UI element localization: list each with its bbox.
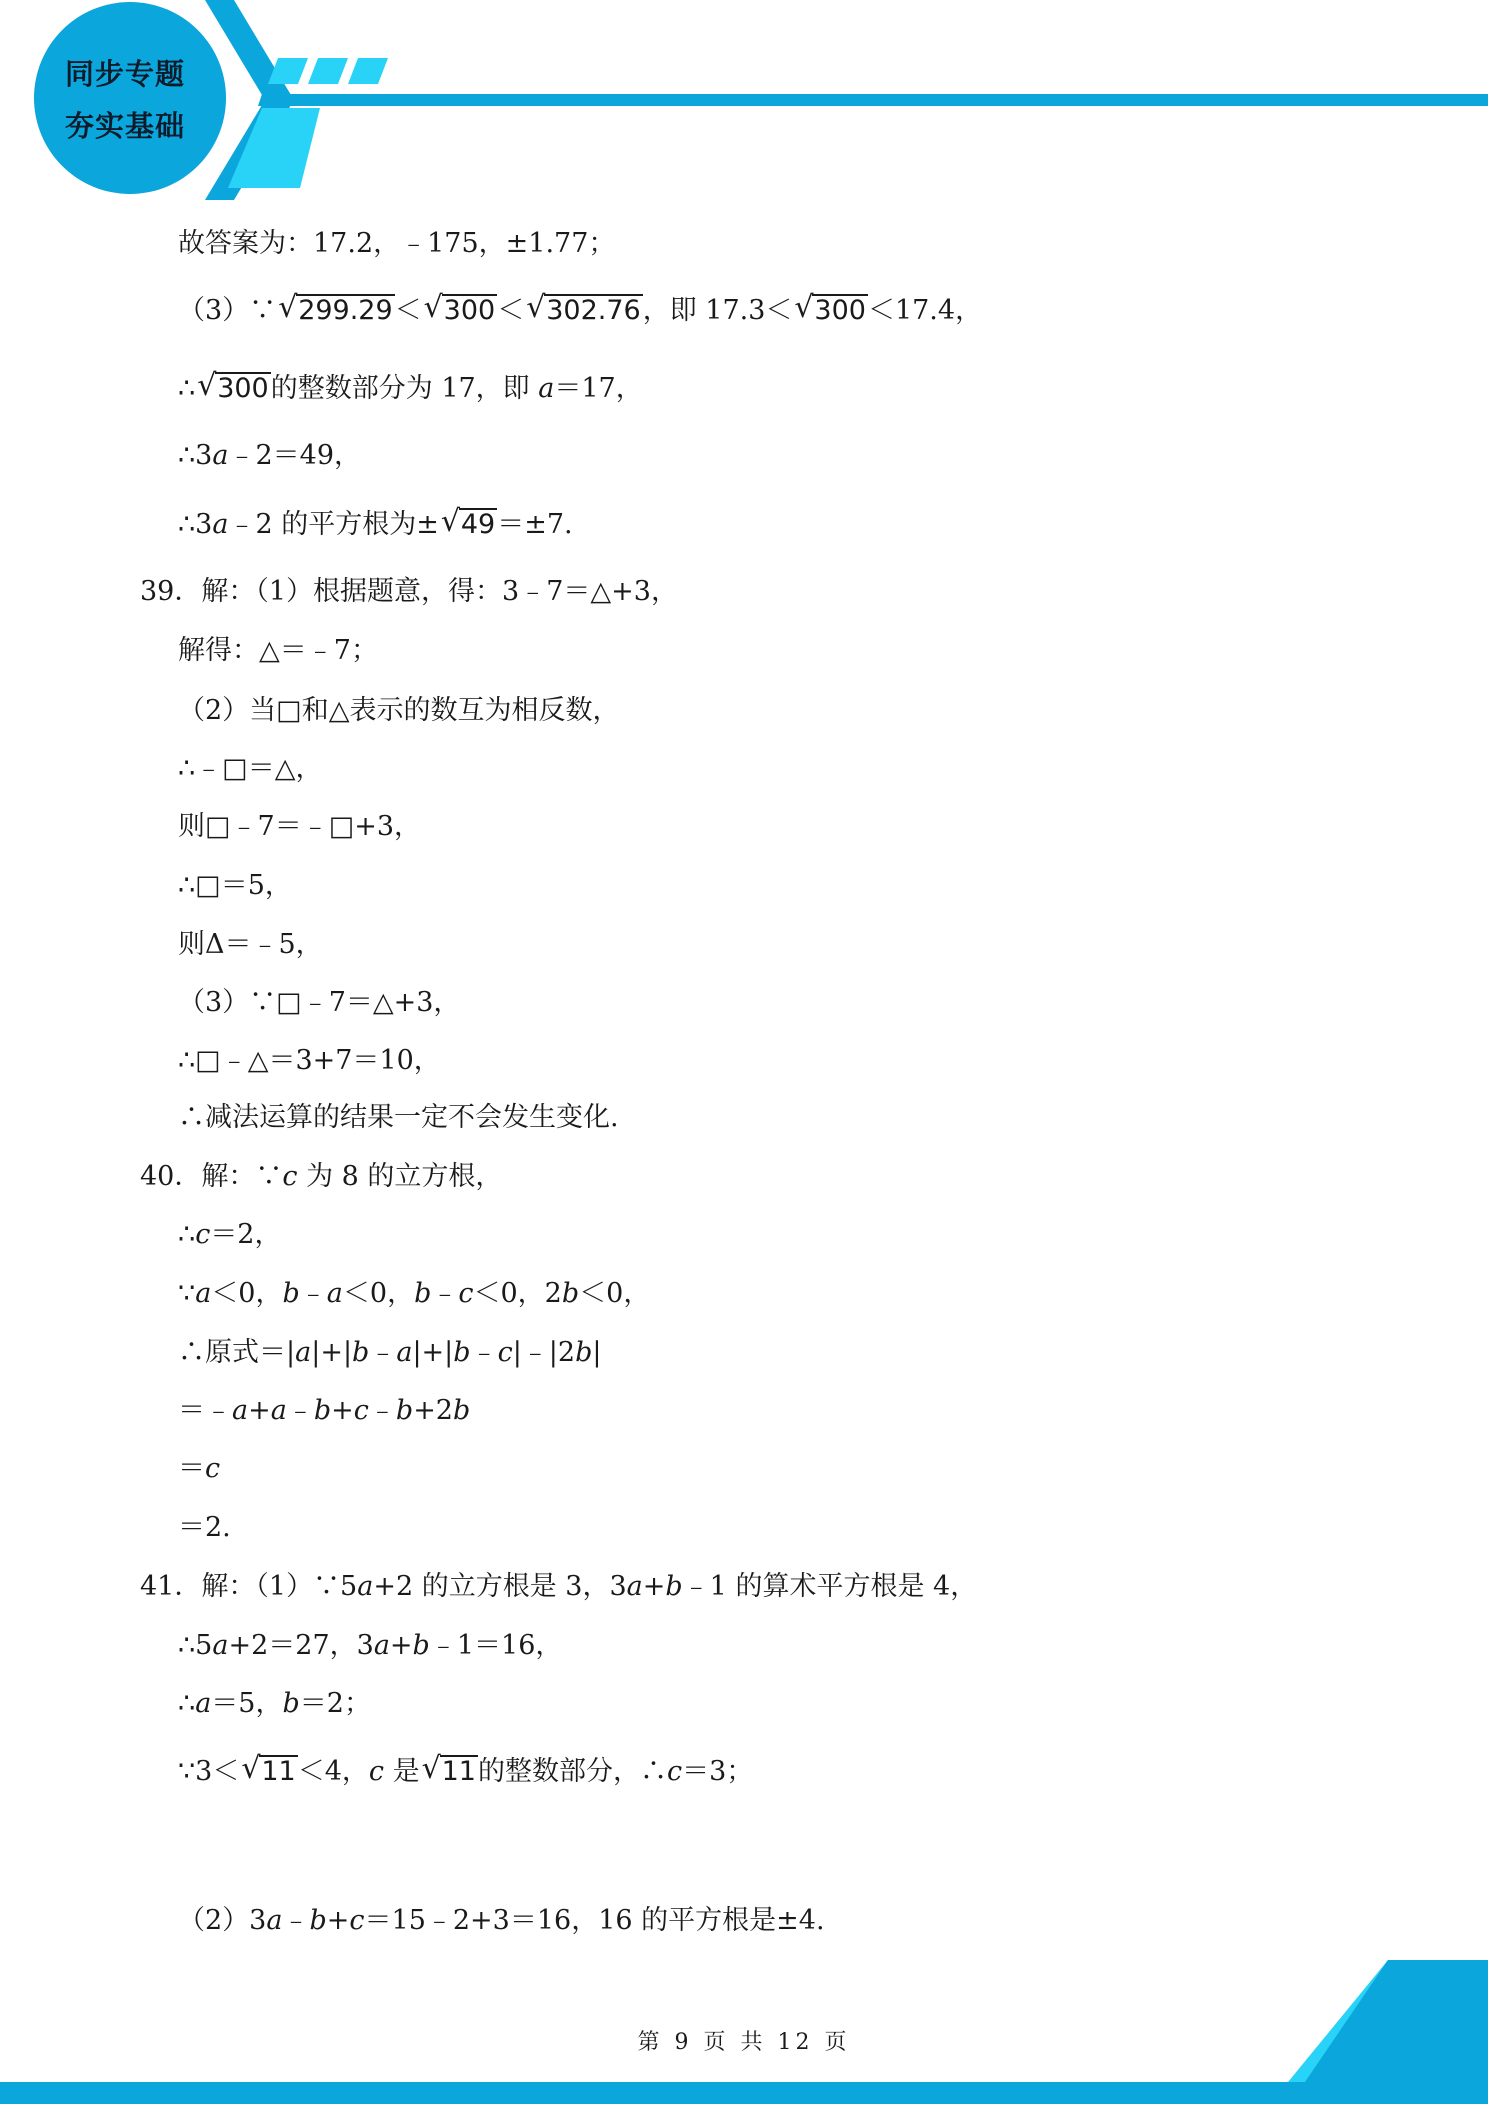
- solution-line-25: [178, 1686, 371, 1722]
- text-run: +: [642, 1571, 666, 1602]
- text-run: ∴5: [178, 1630, 213, 1661]
- text-run: +: [248, 1395, 271, 1426]
- solution-line-18: [178, 1276, 650, 1312]
- math-variable: b: [453, 1395, 471, 1426]
- square-root: √ 300: [424, 293, 498, 329]
- text-run: ∵: [178, 1278, 196, 1309]
- math-variable: a: [326, 1278, 343, 1309]
- text-run: +: [389, 1630, 413, 1661]
- math-variable: c: [497, 1337, 513, 1368]
- math-variable: a: [538, 373, 555, 404]
- text-run: +2 的立方根是 3，3: [373, 1571, 627, 1602]
- text-run: ∴原式＝|: [178, 1337, 296, 1368]
- math-variable: c: [195, 1219, 211, 1250]
- text-run: ＝15﹣2+3＝16，16 的平方根是±4.: [364, 1905, 825, 1936]
- text-run: ＝﹣: [178, 1395, 232, 1426]
- text-run: +: [331, 1395, 354, 1426]
- solution-line-20: [178, 1393, 470, 1429]
- text-run: ﹣: [368, 1395, 396, 1426]
- text-run: ﹣: [282, 1905, 310, 1936]
- text-run: ＝2，: [210, 1219, 282, 1250]
- footer-stripe: [0, 2082, 1488, 2104]
- text-run: 40．解：∵: [140, 1161, 283, 1192]
- math-variable: b: [412, 1630, 430, 1661]
- text-run: 为 8 的立方根，: [297, 1161, 503, 1192]
- square-root: √ 49: [441, 507, 497, 543]
- text-run: 是: [384, 1756, 420, 1787]
- header-badge: [34, 2, 226, 194]
- solution-line-15: ∴减法运算的结果一定不会发生变化.: [178, 1102, 619, 1133]
- solution-line-2: [178, 293, 982, 329]
- text-run: ＜4，: [297, 1756, 369, 1787]
- badge-title-line2: 夯实基础: [64, 109, 185, 143]
- text-run: ∴3: [178, 509, 213, 540]
- square-root: √ 299.29: [278, 293, 394, 329]
- text-run: ∵3＜: [178, 1756, 240, 1787]
- header-dash-2: [308, 58, 348, 84]
- math-variable: a: [212, 440, 229, 471]
- math-variable: b: [575, 1337, 593, 1368]
- math-variable: a: [195, 1278, 212, 1309]
- solution-line-7: 解得：△＝﹣7；: [178, 635, 378, 666]
- math-variable: c: [353, 1395, 369, 1426]
- text-run: ∴: [178, 1219, 196, 1250]
- math-variable: b: [561, 1278, 580, 1309]
- text-run: ＝2；: [299, 1688, 371, 1719]
- math-variable: b: [282, 1278, 300, 1309]
- solution-line-16: [140, 1159, 502, 1195]
- text-run: ＜0，2: [473, 1278, 562, 1309]
- math-variable: c: [666, 1756, 683, 1787]
- text-run: ＝17，: [554, 373, 643, 404]
- solution-line-11: ∴□＝5，: [178, 870, 292, 901]
- text-run: ﹣2 的平方根为±: [228, 509, 439, 540]
- text-run: +2＝27，3: [228, 1630, 374, 1661]
- math-variable: c: [282, 1161, 298, 1192]
- text-run: ﹣: [431, 1278, 459, 1309]
- square-root: √ 11: [422, 1754, 478, 1790]
- solution-line-13: （3）∵□﹣7＝△+3，: [178, 987, 461, 1018]
- math-variable: c: [458, 1278, 474, 1309]
- text-run: ＝5，: [211, 1688, 283, 1719]
- math-variable: b: [352, 1337, 370, 1368]
- text-run: +2: [413, 1395, 453, 1426]
- math-variable: b: [665, 1571, 683, 1602]
- math-variable: a: [212, 1630, 229, 1661]
- math-variable: c: [205, 1453, 221, 1484]
- math-variable: a: [232, 1395, 249, 1426]
- solution-line-19: [178, 1335, 601, 1371]
- header-banner: [0, 0, 1488, 200]
- solution-line-24: [178, 1628, 562, 1664]
- text-run: |+|: [311, 1337, 353, 1368]
- text-run: 41．解：（1）∵5: [140, 1571, 358, 1602]
- text-run: ∴: [178, 373, 196, 404]
- header-stripe: [258, 94, 1488, 106]
- math-variable: b: [414, 1278, 432, 1309]
- text-run: ∴3: [178, 440, 213, 471]
- text-run: ﹣2＝49，: [228, 440, 362, 471]
- solution-line-6: 39．解：（1）根据题意，得：3﹣7＝△+3，: [140, 576, 678, 607]
- math-variable: a: [195, 1688, 212, 1719]
- math-variable: b: [313, 1395, 332, 1426]
- math-variable: a: [373, 1630, 390, 1661]
- text-run: ﹣: [299, 1278, 327, 1309]
- math-variable: a: [626, 1571, 643, 1602]
- solution-line-9: ∴﹣□＝△，: [178, 753, 323, 784]
- page-number: 第 9 页 共 12 页: [637, 2030, 851, 2055]
- text-run: ∴: [178, 1688, 196, 1719]
- text-run: |﹣|2: [512, 1337, 576, 1368]
- header-dash-3: [348, 58, 388, 84]
- badge-title-line1: 同步专题: [64, 57, 185, 91]
- math-variable: a: [295, 1337, 312, 1368]
- solution-line-27: [178, 1903, 825, 1939]
- math-variable: a: [270, 1395, 287, 1426]
- square-root: √ 302.76: [526, 293, 642, 329]
- square-root: √ 11: [241, 1754, 297, 1790]
- solution-line-5: [178, 507, 573, 543]
- text-run: |: [592, 1337, 602, 1368]
- text-run: （2）3: [178, 1905, 267, 1936]
- text-run: 的整数部分为 17，即: [270, 373, 539, 404]
- text-run: ﹣1＝16，: [429, 1630, 563, 1661]
- math-variable: a: [212, 509, 229, 540]
- text-run: ＝: [178, 1453, 205, 1484]
- text-run: +: [326, 1905, 350, 1936]
- text-run: ＜0，: [342, 1278, 415, 1309]
- square-root: √ 300: [794, 293, 868, 329]
- text-run: ＜: [394, 295, 422, 326]
- solution-line-17: [178, 1217, 282, 1253]
- solution-line-21: [178, 1451, 220, 1487]
- math-variable: b: [395, 1395, 414, 1426]
- solution-line-8: （2）当□和△表示的数互为相反数，: [178, 695, 620, 726]
- text-run: ＜17.4，: [867, 295, 983, 326]
- solution-line-22: ＝2.: [178, 1512, 231, 1543]
- math-variable: c: [349, 1905, 365, 1936]
- math-variable: a: [396, 1337, 413, 1368]
- text-run: ＜: [497, 295, 525, 326]
- text-run: ＜0，: [579, 1278, 651, 1309]
- text-run: ﹣: [369, 1337, 397, 1368]
- text-run: |+|: [412, 1337, 454, 1368]
- text-run: ＝3；: [682, 1756, 754, 1787]
- text-run: ﹣1 的算术平方根是 4，: [682, 1571, 978, 1602]
- solution-line-1: 故答案为：17.2，﹣175，±1.77；: [178, 228, 616, 259]
- text-run: ﹣: [286, 1395, 314, 1426]
- math-variable: a: [357, 1571, 374, 1602]
- text-run: ＜0，: [211, 1278, 283, 1309]
- header-dash-1: [268, 58, 308, 84]
- solution-line-4: [178, 438, 361, 474]
- text-run: 的整数部分，∴: [477, 1756, 667, 1787]
- solution-line-3: [178, 371, 643, 407]
- square-root: √ 300: [197, 371, 271, 407]
- math-variable: b: [309, 1905, 327, 1936]
- solution-line-26: [178, 1754, 753, 1790]
- math-variable: b: [453, 1337, 471, 1368]
- text-run: ﹣: [470, 1337, 498, 1368]
- solution-line-14: ∴□﹣△＝3+7＝10，: [178, 1045, 441, 1076]
- solution-line-12: 则Δ＝﹣5，: [178, 929, 323, 960]
- solution-line-10: 则□﹣7＝﹣□+3，: [178, 811, 421, 842]
- text-run: ，即 17.3＜: [642, 295, 793, 326]
- solution-line-23: [140, 1569, 977, 1605]
- text-run: ＝±7.: [497, 509, 573, 540]
- math-variable: c: [368, 1756, 385, 1787]
- math-variable: a: [266, 1905, 283, 1936]
- text-run: （3）∵: [178, 295, 277, 326]
- math-variable: b: [282, 1688, 300, 1719]
